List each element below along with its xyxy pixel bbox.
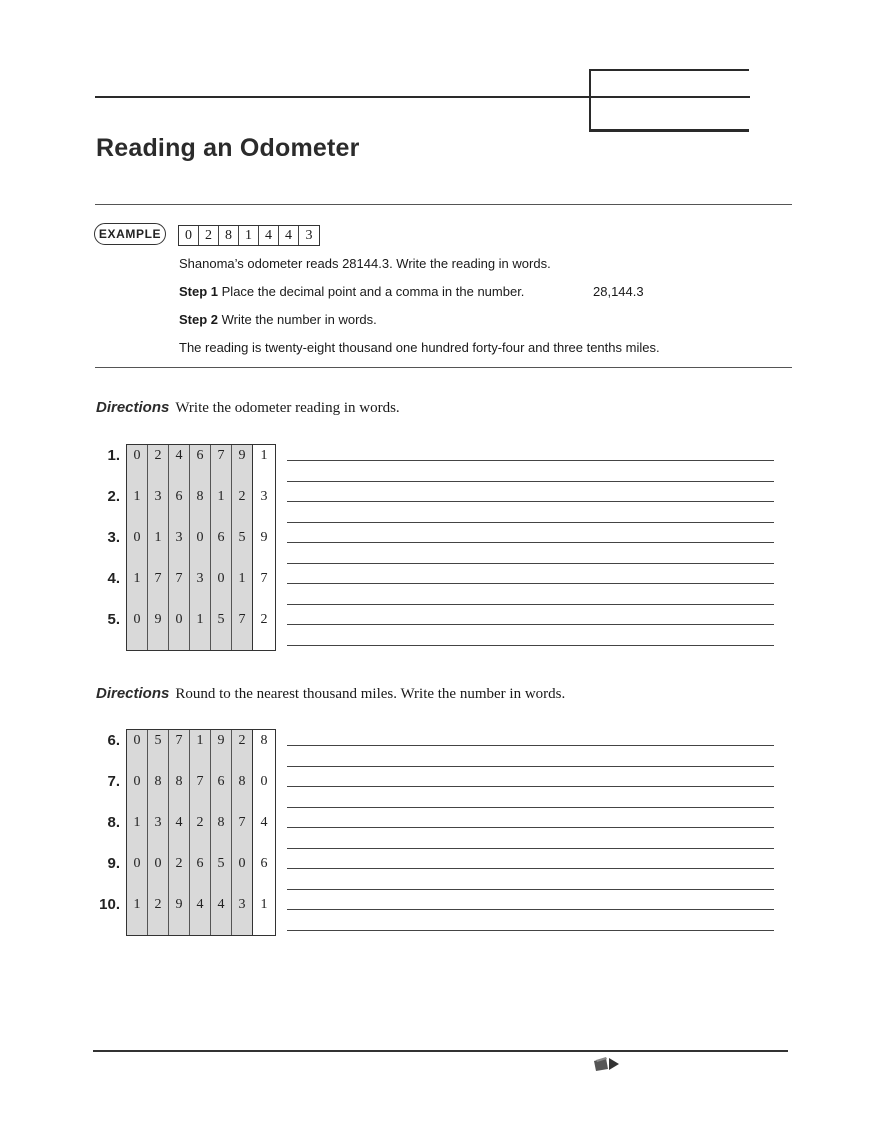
odometer-digit: 6: [190, 445, 211, 486]
odometer-digit: 4: [190, 894, 211, 935]
odometer-digit: 5: [211, 609, 232, 650]
odometer-digit: 6: [211, 527, 232, 568]
odometer-digit: 9: [253, 527, 275, 568]
odometer-digit: 1: [148, 527, 169, 568]
problem-number: 8.: [107, 814, 120, 831]
title-divider: [95, 204, 792, 205]
odometer-digit: 0: [148, 853, 169, 894]
directions-2: [96, 685, 565, 703]
example-step-1: [179, 284, 524, 299]
odometer-digit: 2: [190, 812, 211, 853]
odometer-digit: 8: [232, 771, 253, 812]
problem-number: 9.: [107, 855, 120, 872]
odometer-digit: 5: [232, 527, 253, 568]
odometer-digit: 8: [190, 486, 211, 527]
odometer-digit: 0: [127, 609, 148, 650]
answer-line[interactable]: [287, 624, 774, 625]
odometer-digit: 1: [211, 486, 232, 527]
answer-line[interactable]: [287, 481, 774, 482]
odometer-digit: 1: [253, 894, 275, 935]
odometer-digit: 0: [190, 527, 211, 568]
odometer-digit: 5: [148, 730, 169, 771]
problem-number: 3.: [107, 529, 120, 546]
example-question: Shanoma’s odometer reads 28144.3. Write the reading in words.: [179, 256, 551, 271]
example-step-2: [179, 312, 377, 327]
odometer-digit: 7: [148, 568, 169, 609]
problem-number: 4.: [107, 570, 120, 587]
odometer-digit: 7: [169, 568, 190, 609]
odometer-digit: 4: [253, 812, 275, 853]
odometer-row: [127, 568, 275, 609]
directions-text: Write the odometer reading in words.: [175, 400, 400, 416]
answer-line[interactable]: [287, 460, 774, 461]
odometer-digit: 1: [127, 894, 148, 935]
odometer-digit: 5: [211, 853, 232, 894]
answer-line[interactable]: [287, 930, 774, 931]
page-title: Reading an Odometer: [96, 134, 360, 162]
odometer-digit: 0: [127, 853, 148, 894]
problem-number: 2.: [107, 488, 120, 505]
step-2-label: Step 2: [179, 312, 219, 327]
next-page-arrow-icon: [592, 1055, 622, 1078]
odometer-digit: 4: [169, 812, 190, 853]
odometer-digit: 2: [253, 609, 275, 650]
odometer-row: [127, 812, 275, 853]
odometer-digit: 1: [239, 226, 259, 245]
odometer-digit: 0: [127, 730, 148, 771]
odometer-digit: 6: [253, 853, 275, 894]
odometer-digit: 3: [148, 812, 169, 853]
odometer-digit: 1: [253, 445, 275, 486]
odometer-digit: 6: [169, 486, 190, 527]
odometer-digit: 2: [148, 894, 169, 935]
step-1-answer: 28,144.3: [593, 284, 644, 299]
odometer-row: [127, 730, 275, 771]
answer-line[interactable]: [287, 501, 774, 502]
example-badge: EXAMPLE: [94, 223, 166, 245]
odometer-digit: 3: [190, 568, 211, 609]
directions-1: [96, 399, 400, 417]
odometer-digit: 9: [148, 609, 169, 650]
odometer-digit: 3: [253, 486, 275, 527]
header-name-box: [589, 69, 749, 132]
odometer-digit: 7: [211, 445, 232, 486]
odometer-row: [127, 609, 275, 650]
odometer-digit: 7: [169, 730, 190, 771]
answer-line[interactable]: [287, 542, 774, 543]
odometer-digit: 3: [305, 227, 313, 243]
step-2-text: Write the number in words.: [221, 312, 377, 327]
odometer-digit: 1: [190, 609, 211, 650]
problem-number: 10.: [99, 896, 120, 913]
odometer-row: [127, 527, 275, 568]
odometer-digit: 6: [190, 853, 211, 894]
odometer-digit: 3: [169, 527, 190, 568]
odometer-digit: 1: [127, 812, 148, 853]
footer-rule: [93, 1050, 788, 1052]
answer-line[interactable]: [287, 522, 774, 523]
odometer-digit: 7: [190, 771, 211, 812]
odometer-digit: 0: [169, 609, 190, 650]
odometer-digit: 0: [253, 771, 275, 812]
odometer-digit: 0: [127, 445, 148, 486]
answer-line[interactable]: [287, 745, 774, 746]
odometer-digit: 0: [232, 853, 253, 894]
problem-number: 6.: [107, 732, 120, 749]
directions-label: Directions: [96, 685, 170, 702]
answer-line[interactable]: [287, 604, 774, 605]
odometer-digit: 3: [232, 894, 253, 935]
odometer-digit: 4: [169, 445, 190, 486]
odometer-digit: 3: [148, 486, 169, 527]
odometer-digit: 8: [219, 226, 239, 245]
odometer-digit: 6: [211, 771, 232, 812]
step-1-text: Place the decimal point and a comma in the number.: [221, 284, 525, 299]
odometer-digit: 4: [279, 226, 299, 245]
odometer-digit: 8: [169, 771, 190, 812]
odometer-digit: 0: [127, 527, 148, 568]
odometer-block-1: [126, 444, 276, 651]
odometer-digit: 7: [232, 609, 253, 650]
odometer-digit: 2: [169, 853, 190, 894]
odometer-digit: 8: [148, 771, 169, 812]
odometer-digit: 2: [232, 730, 253, 771]
answer-line[interactable]: [287, 827, 774, 828]
odometer-digit: 4: [259, 226, 279, 245]
directions-text: Round to the nearest thousand miles. Write the number in words.: [175, 686, 566, 702]
odometer-row: [127, 486, 275, 527]
problem-number: 5.: [107, 611, 120, 628]
answer-line[interactable]: [287, 807, 774, 808]
odometer-digit: 2: [232, 486, 253, 527]
example-divider: [95, 367, 792, 368]
odometer-digit: 1: [232, 568, 253, 609]
answer-line[interactable]: [287, 786, 774, 787]
odometer-row: [127, 894, 275, 935]
answer-line[interactable]: [287, 645, 774, 646]
odometer-digit: 0: [211, 568, 232, 609]
example-odometer: [178, 225, 320, 246]
problem-number: 7.: [107, 773, 120, 790]
odometer-digit: 8: [253, 730, 275, 771]
odometer-digit: 0: [179, 226, 199, 245]
odometer-digit: 4: [211, 894, 232, 935]
answer-line[interactable]: [287, 889, 774, 890]
answer-line[interactable]: [287, 868, 774, 869]
answer-line[interactable]: [287, 563, 774, 564]
odometer-digit: 8: [211, 812, 232, 853]
odometer-row: [127, 853, 275, 894]
odometer-digit: 9: [232, 445, 253, 486]
example-conclusion: The reading is twenty-eight thousand one hundred forty-four and three tenths miles.: [179, 340, 660, 355]
odometer-digit: 2: [148, 445, 169, 486]
odometer-digit: 0: [127, 771, 148, 812]
step-1-label: Step 1: [179, 284, 219, 299]
odometer-digit: 1: [127, 486, 148, 527]
directions-label: Directions: [96, 399, 170, 416]
odometer-digit: 9: [211, 730, 232, 771]
odometer-digit: 7: [253, 568, 275, 609]
odometer-digit: 1: [190, 730, 211, 771]
odometer-digit: 2: [199, 226, 219, 245]
answer-line[interactable]: [287, 766, 774, 767]
odometer-digit: 1: [127, 568, 148, 609]
answer-line[interactable]: [287, 848, 774, 849]
odometer-block-2: [126, 729, 276, 936]
odometer-digit: 7: [232, 812, 253, 853]
odometer-row: [127, 445, 275, 486]
problem-number: 1.: [107, 447, 120, 464]
answer-line[interactable]: [287, 583, 774, 584]
odometer-row: [127, 771, 275, 812]
answer-line[interactable]: [287, 909, 774, 910]
odometer-digit: 9: [169, 894, 190, 935]
